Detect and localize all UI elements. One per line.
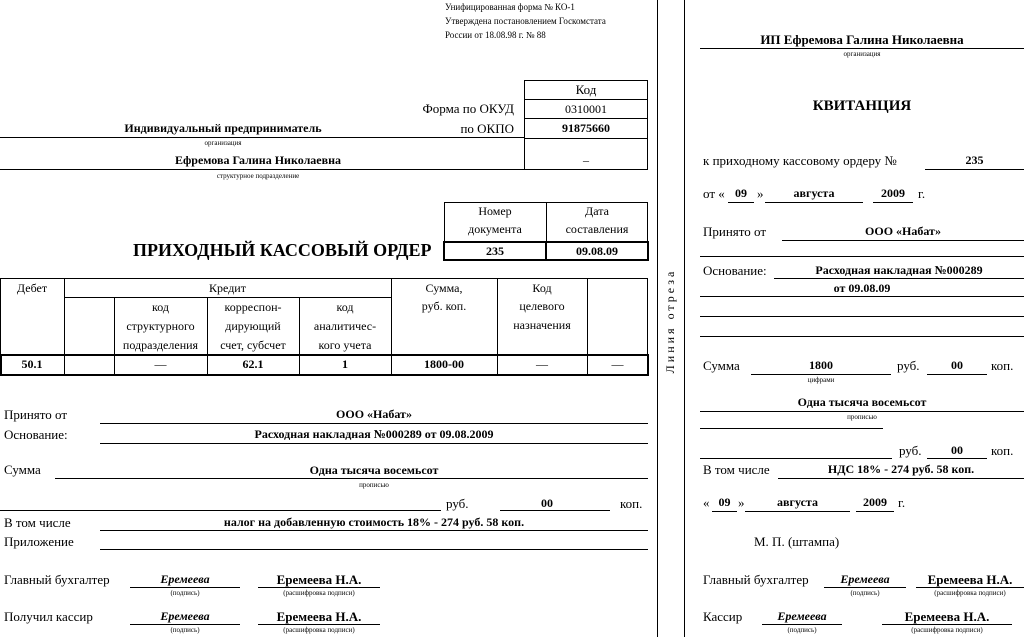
sum-header-1: Сумма, <box>425 281 463 295</box>
kop-value: 00 <box>541 496 553 510</box>
chief-name: Еремеева Н.А. <box>276 572 362 587</box>
row-purpose: — <box>536 357 548 371</box>
order-title: ПРИХОДНЫЙ КАССОВЫЙ ОРДЕР <box>133 240 432 260</box>
rub-label: руб. <box>446 496 469 511</box>
receipt-basis-line2-underline <box>700 296 1024 297</box>
okpo-label: по ОКПО <box>460 121 514 136</box>
receipt-kop-line-2 <box>927 458 987 459</box>
sum-header-2: руб. коп. <box>421 299 467 313</box>
chief-accountant-label: Главный бухгалтер <box>4 572 110 587</box>
receipt-received-from-label: Принято от <box>703 224 767 239</box>
receipt-date-month-line <box>745 511 850 512</box>
receipt-chief-name-caption: (расшифровка подписи) <box>934 589 1006 597</box>
receipt-including-label: В том числе <box>703 462 770 477</box>
cashier-signature-line <box>130 624 240 625</box>
receipt-blank-line-2 <box>700 316 1024 317</box>
dept-code-value: _ <box>583 149 589 163</box>
receipt-sum-digits: 1800 <box>809 358 833 372</box>
division-name: Ефремова Галина Николаевна <box>174 153 342 167</box>
form-code-line3: России от 18.08.98 г. № 88 <box>445 30 546 40</box>
receipt-basis-line1-underline <box>774 278 1024 279</box>
codes-divider-1 <box>524 99 648 100</box>
receipt-year-line <box>873 202 913 203</box>
receipt-cashier-sig-caption: (подпись) <box>787 626 817 634</box>
cashier-name-line <box>258 624 380 625</box>
receipt-including-line <box>778 478 1024 479</box>
sum-words-caption: прописью <box>359 481 389 489</box>
receipt-year: 2009 <box>881 186 905 200</box>
receipt-day: 09 <box>735 186 747 200</box>
receipt-org-caption: организация <box>843 50 881 58</box>
receipt-chief-label: Главный бухгалтер <box>703 572 809 587</box>
cut-line-right <box>684 0 685 637</box>
cashier-label: Получил кассир <box>4 609 93 624</box>
chief-name-line <box>258 587 380 588</box>
receipt-chief-sig-caption: (подпись) <box>850 589 880 597</box>
anal-header-2: аналитичес- <box>313 319 377 333</box>
row-struct: — <box>154 357 167 371</box>
credit-header: Кредит <box>209 281 246 295</box>
receipt-sum-words-blank-2 <box>700 458 892 459</box>
receipt-date-close: » <box>738 495 745 510</box>
struct-header-1: код <box>152 300 169 314</box>
chief-signature-caption: (подпись) <box>170 589 200 597</box>
receipt-kop-label: коп. <box>991 358 1014 373</box>
cut-line-left <box>657 0 658 637</box>
row-extra: — <box>611 357 624 371</box>
receipt-org: ИП Ефремова Галина Николаевна <box>760 32 964 47</box>
receipt-cashier-name-caption: (расшифровка подписи) <box>911 626 983 634</box>
chief-signature: Еремеева <box>160 572 210 586</box>
sum-label: Сумма <box>4 462 41 477</box>
receipt-chief-signature: Еремеева <box>840 572 890 586</box>
receipt-chief-name-line <box>916 587 1024 588</box>
cashier-signature: Еремеева <box>160 609 210 623</box>
receipt-kop-label-2: коп. <box>991 443 1014 458</box>
okud-label: Форма по ОКУД <box>422 101 514 116</box>
received-from-underline <box>100 423 648 424</box>
receipt-date-open: « <box>703 495 710 510</box>
including-underline <box>100 530 648 531</box>
organization-name: Индивидуальный предприниматель <box>124 121 322 135</box>
corr-header-1: корреспон- <box>224 300 282 314</box>
received-from-label: Принято от <box>4 407 68 422</box>
receipt-sum-label: Сумма <box>703 358 740 373</box>
cashier-name: Еремеева Н.А. <box>276 609 362 624</box>
doc-date-header-2: составления <box>565 222 629 236</box>
receipt-date-suffix: г. <box>898 495 906 510</box>
purpose-header-2: целевого <box>519 299 565 313</box>
receipt-cashier-signature-line <box>762 624 842 625</box>
receipt-blank-line-1 <box>700 256 1024 257</box>
cashier-signature-caption: (подпись) <box>170 626 200 634</box>
receipt-cashier-name-line <box>882 624 1012 625</box>
receipt-date-day-line <box>712 511 737 512</box>
kop-label: коп. <box>620 496 643 511</box>
receipt-including: НДС 18% - 274 руб. 58 коп. <box>827 462 975 476</box>
corr-header-2: дирующий <box>225 319 281 333</box>
receipt-words-caption: прописью <box>847 413 877 421</box>
receipt-sum-words-line <box>700 411 1024 412</box>
receipt-basis-label: Основание: <box>703 263 767 278</box>
doc-date-header-1: Дата <box>585 204 609 218</box>
receipt-cashier-signature: Еремеева <box>777 609 827 623</box>
kop-underline <box>500 510 610 511</box>
purpose-header-1: Код <box>532 281 552 295</box>
receipt-quote-close: » <box>757 186 764 201</box>
receipt-sum-digits-line <box>751 374 891 375</box>
receipt-title: КВИТАНЦИЯ <box>812 98 912 114</box>
received-from-value: ООО «Набат» <box>336 407 412 421</box>
receipt-month: августа <box>793 186 835 200</box>
receipt-day-line <box>728 202 754 203</box>
receipt-kop-value: 00 <box>951 358 963 372</box>
receipt-date-day: 09 <box>718 495 731 509</box>
struct-header-3: подразделения <box>122 338 199 352</box>
receipt-stamp: М. П. (штампа) <box>754 534 840 549</box>
basis-underline <box>100 443 648 444</box>
okpo-value: 91875660 <box>562 121 610 135</box>
row-debit: 50.1 <box>21 357 43 371</box>
doc-number-header-2: документа <box>468 222 522 236</box>
organization-caption: организация <box>204 139 242 147</box>
receipt-blank-line-3 <box>700 336 1024 337</box>
receipt-rub-label: руб. <box>897 358 920 373</box>
row-corr: 62.1 <box>242 357 264 371</box>
receipt-kop-value-2: 00 <box>951 443 963 457</box>
organization-underline <box>0 137 524 138</box>
receipt-date-year-line <box>856 511 894 512</box>
codes-divider-3 <box>524 138 648 139</box>
doc-number-value: 235 <box>486 244 504 258</box>
corr-header-3: счет, субсчет <box>220 338 286 352</box>
receipt-basis-line1: Расходная накладная №000289 <box>815 263 983 277</box>
chief-signature-line <box>130 587 240 588</box>
codes-divider-2 <box>524 118 648 119</box>
receipt-cashier-name: Еремеева Н.А. <box>904 609 990 624</box>
receipt-received-from-line <box>782 240 1024 241</box>
doc-date-value: 09.08.09 <box>576 244 618 258</box>
receipt-kop-line <box>927 374 987 375</box>
receipt-words-blank-line <box>700 428 883 429</box>
sum-words-underline <box>55 478 648 479</box>
receipt-digits-caption: цифрами <box>807 376 835 384</box>
receipt-basis-line2: от 09.08.09 <box>833 281 891 295</box>
form-code-line1: Унифицированная форма № КО-1 <box>445 2 575 12</box>
doc-number-header-1: Номер <box>478 204 512 218</box>
receipt-order-number: 235 <box>965 153 984 167</box>
attachment-label: Приложение <box>4 534 74 549</box>
receipt-to-order-label: к приходному кассовому ордеру № <box>703 153 897 168</box>
chief-name-caption: (расшифровка подписи) <box>283 589 355 597</box>
receipt-month-line <box>765 202 863 203</box>
receipt-year-suffix: г. <box>918 186 926 201</box>
receipt-from-label: от « <box>703 186 725 201</box>
okud-value: 0310001 <box>565 102 607 116</box>
including-label: В том числе <box>4 515 71 530</box>
sum-digits-underline <box>0 510 441 511</box>
row-sum: 1800-00 <box>424 357 464 371</box>
receipt-order-number-line <box>925 169 1024 170</box>
struct-header-2: структурного <box>126 319 195 333</box>
cut-line-label: Линия отреза <box>663 268 677 374</box>
row-anal: 1 <box>342 357 348 371</box>
receipt-date-year: 2009 <box>863 495 887 509</box>
receipt-chief-signature-line <box>824 587 906 588</box>
receipt-date-month: августа <box>777 495 818 509</box>
sum-words: Одна тысяча восемьсот <box>309 463 439 477</box>
debit-header: Дебет <box>16 281 48 295</box>
receipt-org-underline <box>700 48 1024 49</box>
form-code-line2: Утверждена постановлением Госкомстата <box>445 16 606 26</box>
anal-header-3: кого учета <box>318 338 372 352</box>
receipt-chief-name: Еремеева Н.А. <box>927 572 1013 587</box>
cashier-name-caption: (расшифровка подписи) <box>283 626 355 634</box>
kod-label: Код <box>575 82 597 97</box>
including-value: налог на добавленную стоимость 18% - 274 руб. 58 коп. <box>223 515 525 529</box>
attachment-underline <box>100 549 648 550</box>
receipt-received-from: ООО «Набат» <box>865 224 941 238</box>
receipt-cashier-label: Кассир <box>703 609 743 624</box>
division-underline <box>0 169 524 170</box>
basis-label: Основание: <box>4 427 68 442</box>
receipt-rub-label-2: руб. <box>899 443 922 458</box>
purpose-header-3: назначения <box>513 318 571 332</box>
receipt-sum-words: Одна тысяча восемьсот <box>797 395 927 409</box>
basis-value: Расходная накладная №000289 от 09.08.2009 <box>254 427 494 441</box>
division-caption: структурное подразделение <box>216 172 300 180</box>
anal-header-1: код <box>336 300 354 314</box>
